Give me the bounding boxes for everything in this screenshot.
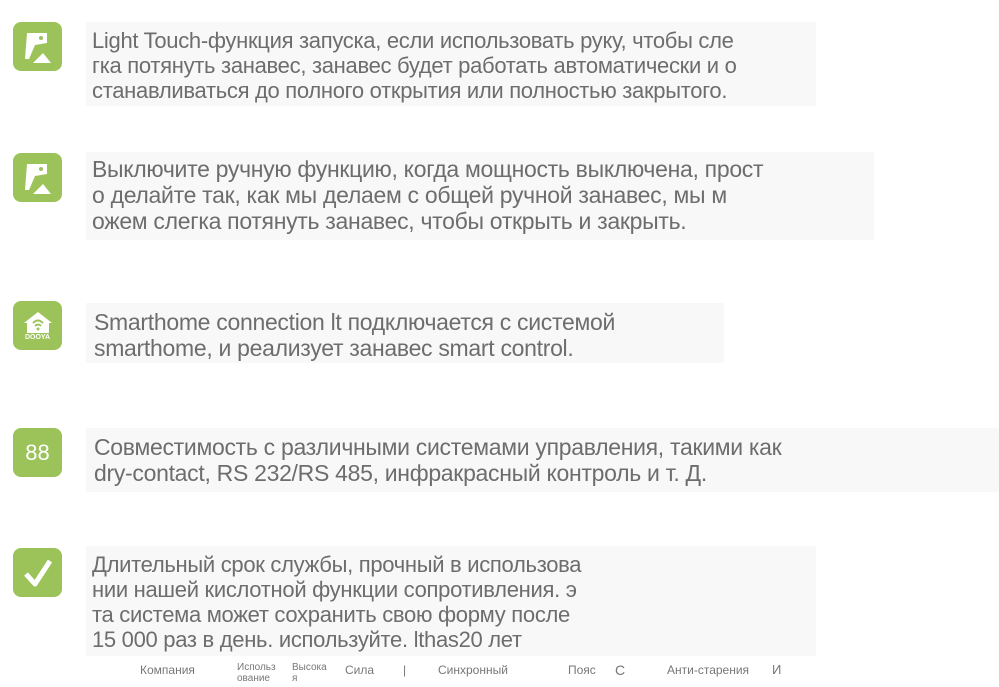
overlay-label: Сила	[345, 663, 375, 677]
overlay-label: Использ	[237, 662, 276, 673]
text-line: о делайте так, как мы делаем с общей ручной занавес, мы м	[92, 182, 727, 208]
text-line: dry-contact, RS 232/RS 485, инфракрасный контроль и т. Д.	[94, 460, 707, 486]
hand-pull-icon	[13, 153, 62, 202]
text-line: та система может сохранить свою форму после	[92, 602, 570, 627]
text-line: нии нашей кислотной функции сопротивления. э	[92, 577, 577, 602]
compatibility-88-icon	[13, 428, 62, 477]
text-line: Light Touch-функция запуска, если использовать руку, чтобы сле	[92, 28, 734, 53]
overlay-label: я	[292, 673, 298, 684]
feature-4-text	[94, 434, 781, 486]
overlay-label-stack	[292, 662, 327, 684]
checkmark-icon	[13, 548, 62, 597]
overlay-label: И	[772, 662, 782, 677]
text-line: Длительный срок службы, прочный в использова	[92, 552, 582, 577]
text-line: Smarthome connection lt подключается с системой	[94, 309, 616, 335]
feature-1-text	[92, 28, 737, 103]
text-line: Выключите ручную функцию, когда мощность выключена, прост	[92, 156, 764, 182]
dooya-label: DOOYA	[24, 333, 51, 341]
text-line: 15 000 раз в день. используйте. lthas20 лет	[92, 627, 522, 652]
overlay-label: Анти-старения	[667, 663, 750, 677]
overlay-label: |	[403, 663, 407, 677]
text-line: Совместимость с различными системами управления, такими как	[94, 434, 782, 460]
feature-5-text	[92, 552, 581, 652]
overlay-label: Высока	[292, 662, 327, 673]
dooya-smarthome-icon	[13, 301, 62, 350]
text-line: гка потянуть занавес, занавес будет работать автоматически и о	[92, 53, 737, 78]
overlay-label: Компания	[140, 663, 195, 677]
icon-88-label: 88	[25, 439, 50, 465]
feature-3-text	[94, 309, 615, 361]
hand-pull-icon	[13, 22, 62, 71]
text-line: smarthome, и реализует занавес smart control.	[94, 335, 574, 361]
text-line: станавливаться до полного открытия или полностью закрытого.	[92, 78, 728, 103]
overlay-label: Синхронный	[438, 663, 508, 677]
overlay-label-stack	[237, 662, 276, 684]
overlay-label: ование	[237, 673, 270, 684]
overlay-label: Пояс	[568, 663, 596, 677]
overlay-label: С	[615, 662, 626, 678]
text-line: ожем слегка потянуть занавес, чтобы открыть и закрыть.	[92, 208, 687, 234]
feature-2-text	[92, 156, 763, 234]
